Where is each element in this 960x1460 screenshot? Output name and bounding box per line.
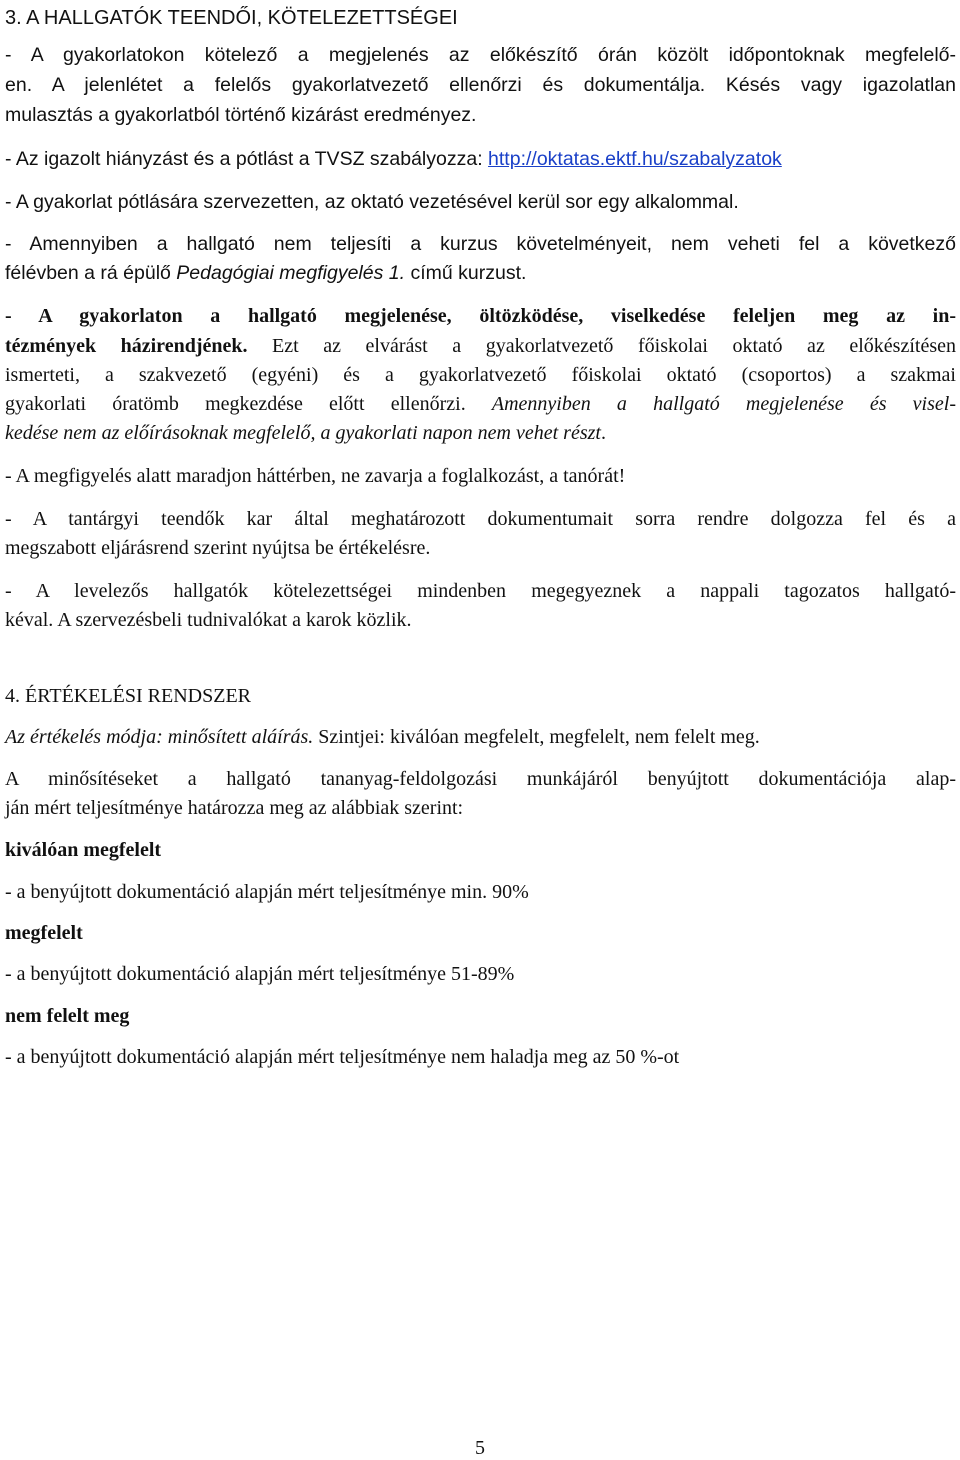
grade-name-excellent: kiválóan megfelelt: [5, 839, 162, 861]
paragraph-absence-text: - Az igazolt hiányzást és a pótlást a TVSZ szabályozza:: [5, 148, 489, 170]
paragraph-correspondence-line-1: - A levelezős hallgatók kötelezettségei mindenben megegyeznek a nappali tagozatos hallgató-: [5, 580, 956, 602]
paragraph-conduct-line-3: ismerteti, a szakvezető (egyéni) és a gyakorlatvezető főiskolai oktató (csoportos) a szakmai: [5, 364, 956, 386]
paragraph-conduct-line-4: [5, 392, 956, 416]
paragraph-conduct-line-2: [5, 334, 956, 358]
evaluation-intro-line-1: A minősítéseket a hallgató tananyag-feldolgozási munkájáról benyújtott dokumentációja alap-: [5, 768, 956, 790]
conduct-period: .: [600, 422, 606, 444]
paragraph-absence: [5, 147, 782, 171]
grade-desc-fail: - a benyújtott dokumentáció alapján mért teljesítménye nem haladja meg az 50 %-ot: [5, 1046, 680, 1068]
section-4-title: 4. ÉRTÉKELÉSI RENDSZER: [5, 685, 252, 707]
section-3-title: 3. A HALLGATÓK TEENDŐI, KÖTELEZETTSÉGEI: [5, 7, 458, 29]
conduct-text-2: gyakorlati óratömb megkezdése előtt ellenőrzi.: [5, 393, 492, 415]
evaluation-mode-italic: Az értékelés módja: minősített aláírás.: [5, 726, 314, 748]
grade-name-fail: nem felelt meg: [5, 1005, 130, 1027]
grade-desc-excellent: - a benyújtott dokumentáció alapján mért teljesítménye min. 90%: [5, 881, 529, 903]
course-name: Pedagógiai megfigyelés 1.: [176, 262, 406, 284]
conduct-italic-start: Amennyiben a hallgató megjelenése és visel-: [491, 393, 956, 415]
grade-name-pass: megfelelt: [5, 922, 83, 944]
conduct-bold-end: tézmények házirendjének.: [5, 335, 248, 357]
paragraph-conduct-line-5: [5, 421, 606, 445]
paragraph-requirements-line-1: - Amennyiben a hallgató nem teljesíti a kurzus követelményeit, nem veheti fel a következő: [5, 233, 956, 255]
evaluation-levels: Szintjei: kiválóan megfelelt, megfelelt, nem felelt meg.: [313, 726, 760, 748]
conduct-italic-end: kedése nem az előírásoknak megfelelő, a gyakorlati napon nem vehet részt: [5, 422, 601, 444]
paragraph-attendance-line-1: - A gyakorlatokon kötelező a megjelenés az előkészítő órán közölt időpontoknak megfelelő-: [5, 44, 956, 66]
evaluation-mode: [5, 725, 760, 749]
evaluation-intro-line-2: ján mért teljesítménye határozza meg az alábbiak szerint:: [5, 797, 464, 819]
requirements-text-a: félévben a rá épülő: [5, 262, 177, 284]
paragraph-correspondence-line-2: kéval. A szervezésbeli tudnivalókat a karok közlik.: [5, 609, 412, 631]
paragraph-makeup: - A gyakorlat pótlására szervezetten, az oktató vezetésével kerül sor egy alkalommal.: [5, 191, 739, 213]
paragraph-attendance-line-2: en. A jelenlétet a felelős gyakorlatvezető ellenőrzi és dokumentálja. Késés vagy igazolatlan: [5, 74, 956, 96]
grade-desc-pass: - a benyújtott dokumentáció alapján mért teljesítménye 51-89%: [5, 963, 515, 985]
paragraph-attendance-line-3: mulasztás a gyakorlatból történő kizárást eredményez.: [5, 104, 477, 126]
paragraph-observation: - A megfigyelés alatt maradjon háttérben, ne zavarja a foglalkozást, a tanórát!: [5, 465, 626, 487]
conduct-text: Ezt az elvárást a gyakorlatvezető főiskolai oktató az előkészítésen: [247, 335, 956, 357]
paragraph-documents-line-2: megszabott eljárásrend szerint nyújtsa be értékelésre.: [5, 537, 431, 559]
page-number: 5: [475, 1437, 485, 1459]
paragraph-documents-line-1: - A tantárgyi teendők kar által meghatározott dokumentumait sorra rendre dolgozza fel és a: [5, 508, 956, 530]
requirements-text-c: című kurzust.: [405, 262, 527, 284]
paragraph-conduct-line-1: - A gyakorlaton a hallgató megjelenése, öltözködése, viselkedése feleljen meg az in-: [5, 305, 956, 327]
regulations-link[interactable]: http://oktatas.ektf.hu/szabalyzatok: [488, 148, 782, 170]
paragraph-requirements-line-2: [5, 261, 526, 285]
